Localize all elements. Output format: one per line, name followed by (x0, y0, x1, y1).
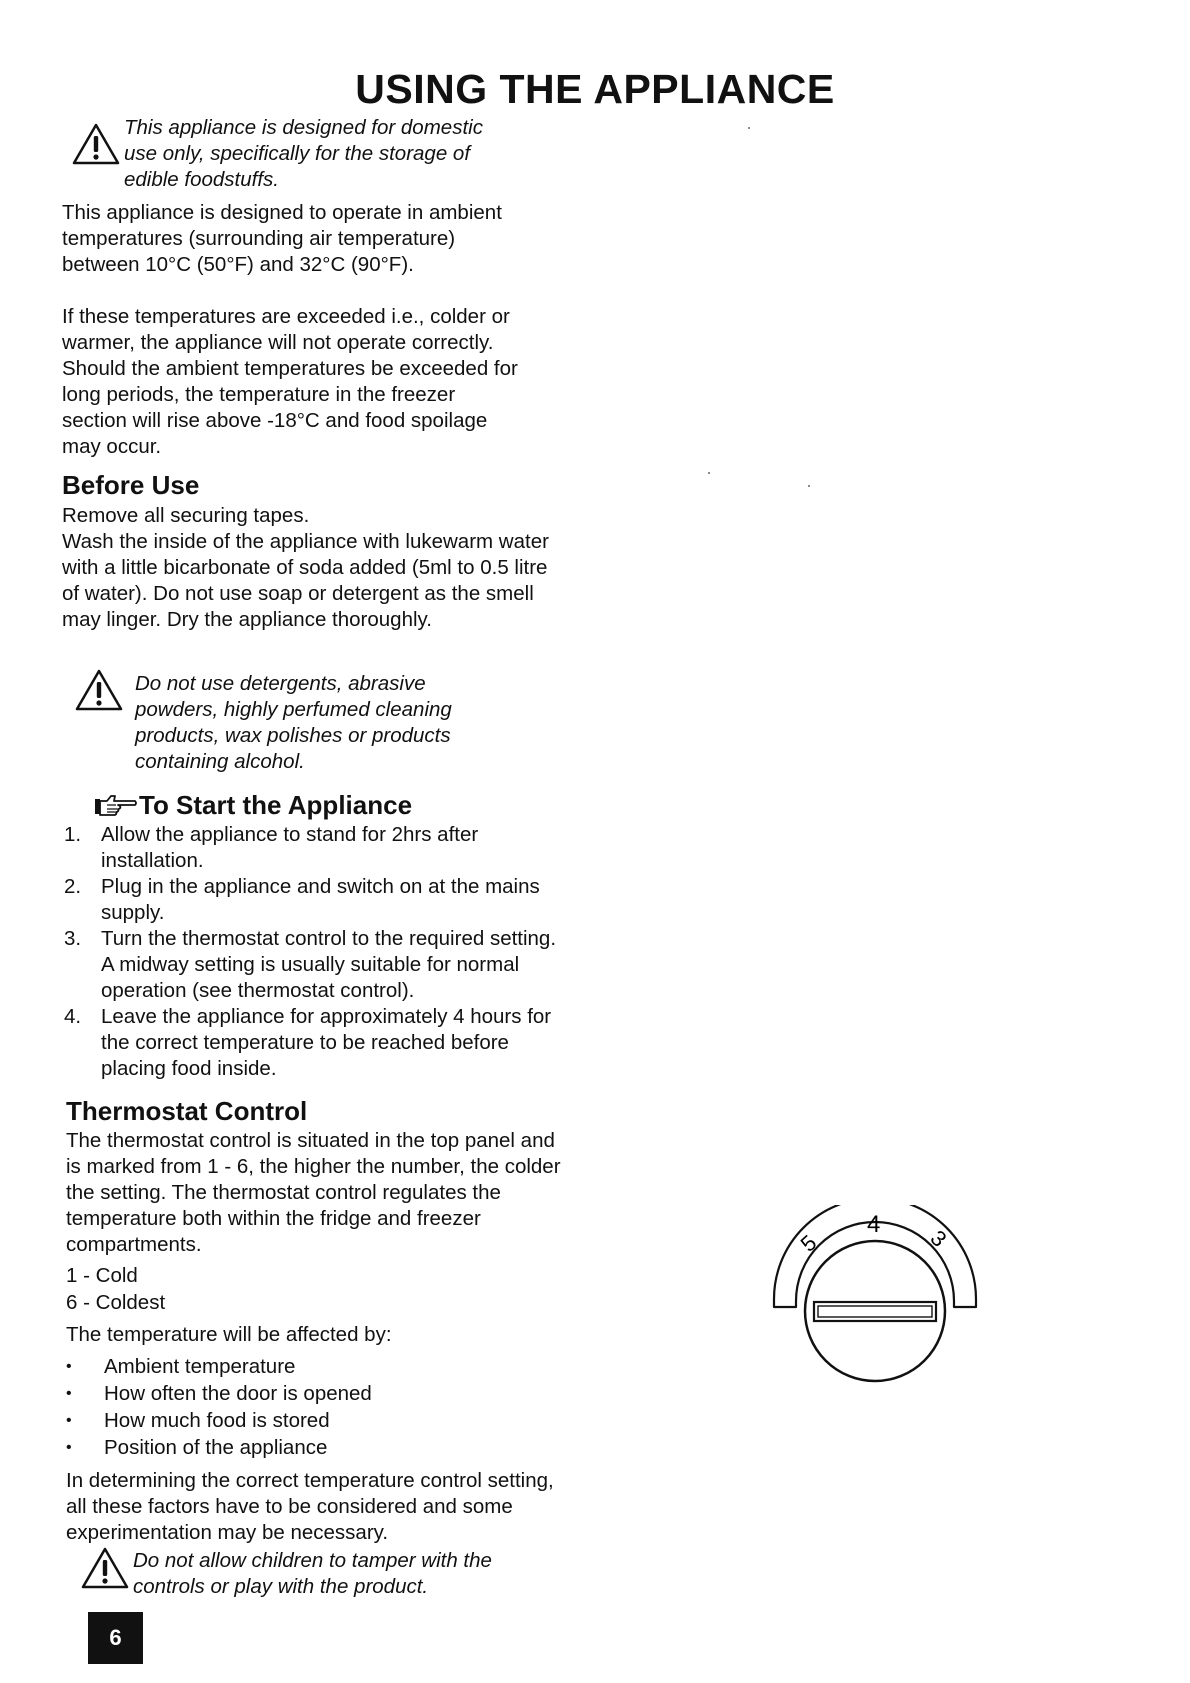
start-steps-list (64, 822, 569, 1082)
setting-cold: 1 - Cold (66, 1264, 138, 1287)
page-title: USING THE APPLIANCE (355, 66, 835, 112)
intro-warning: This appliance is designed for domestic use only, specifically for the storage of edible foodstuffs. (124, 116, 483, 191)
thermostat-settings (66, 1262, 165, 1316)
pointing-hand-icon (94, 792, 138, 818)
before-use-paragraph: Wash the inside of the appliance with lukewarm water with a little bicarbonate of soda added (5ml to 0.5 litre of water). Do not use soap or detergent as the smell may linger. Dry the appliance thoroughly. (62, 530, 549, 631)
list-item: 1. Allow the appliance to stand for 2hrs after installation. (64, 823, 479, 872)
list-item: • How often the door is opened (66, 1380, 372, 1407)
warning-triangle-icon (74, 668, 124, 712)
thermostat-conclusion: In determining the correct temperature control setting, all these factors have to be considered and some experimentation may be necessary. (66, 1469, 554, 1544)
start-heading-row (94, 790, 412, 820)
thermostat-paragraph: The thermostat control is situated in the top panel and is marked from 1 - 6, the higher the number, the colder the setting. The thermostat control regulates the temperature both within the fridge and freezer compartments. (66, 1129, 561, 1256)
list-item: 4. Leave the appliance for approximately 4 hours for the correct temperature to be reached before placing food inside. (64, 1005, 552, 1080)
children-warning: Do not allow children to tamper with the controls or play with the product. (133, 1549, 492, 1598)
thermostat-dial-illustration (770, 1205, 980, 1390)
scan-speck (708, 472, 710, 474)
list-item: 3. Turn the thermostat control to the required setting. A midway setting is usually suitable for normal operation (see thermostat control). (64, 927, 557, 1002)
start-heading: To Start the Appliance (139, 790, 413, 820)
scan-speck (808, 485, 810, 487)
warning-triangle-icon (71, 122, 121, 166)
dial-label-5: 5 (795, 1229, 822, 1257)
before-use-line: Remove all securing tapes. (62, 504, 310, 527)
setting-coldest: 6 - Coldest (66, 1291, 166, 1314)
thermostat-heading: Thermostat Control (66, 1096, 308, 1126)
affected-by-text: The temperature will be affected by: (66, 1323, 392, 1346)
scan-speck (748, 127, 750, 129)
warning-triangle-icon (80, 1546, 130, 1590)
before-use-warning: Do not use detergents, abrasive powders, highly perfumed cleaning products, wax polishes or products containing alcohol. (135, 672, 452, 773)
factors-list (66, 1353, 372, 1461)
intro-paragraph-1: This appliance is designed to operate in ambient temperatures (surrounding air temperature) between 10°C (50°F) and 32°C (90°F). (62, 201, 502, 276)
list-item: 2. Plug in the appliance and switch on at the mains supply. (64, 875, 540, 924)
list-item: • Ambient temperature (66, 1353, 372, 1380)
list-item: • How much food is stored (66, 1407, 372, 1434)
before-use-heading: Before Use (62, 470, 200, 500)
intro-paragraph-2: If these temperatures are exceeded i.e., colder or warmer, the appliance will not operate correctly. Should the ambient temperatures be exceeded for long periods, the temperature in the freezer section will rise above -18°C and food spoilage may occur. (62, 305, 518, 458)
page-number: 6 (88, 1612, 143, 1664)
dial-label-4: 4 (867, 1211, 881, 1238)
dial-label-3: 3 (925, 1225, 952, 1252)
list-item: • Position of the appliance (66, 1434, 372, 1461)
